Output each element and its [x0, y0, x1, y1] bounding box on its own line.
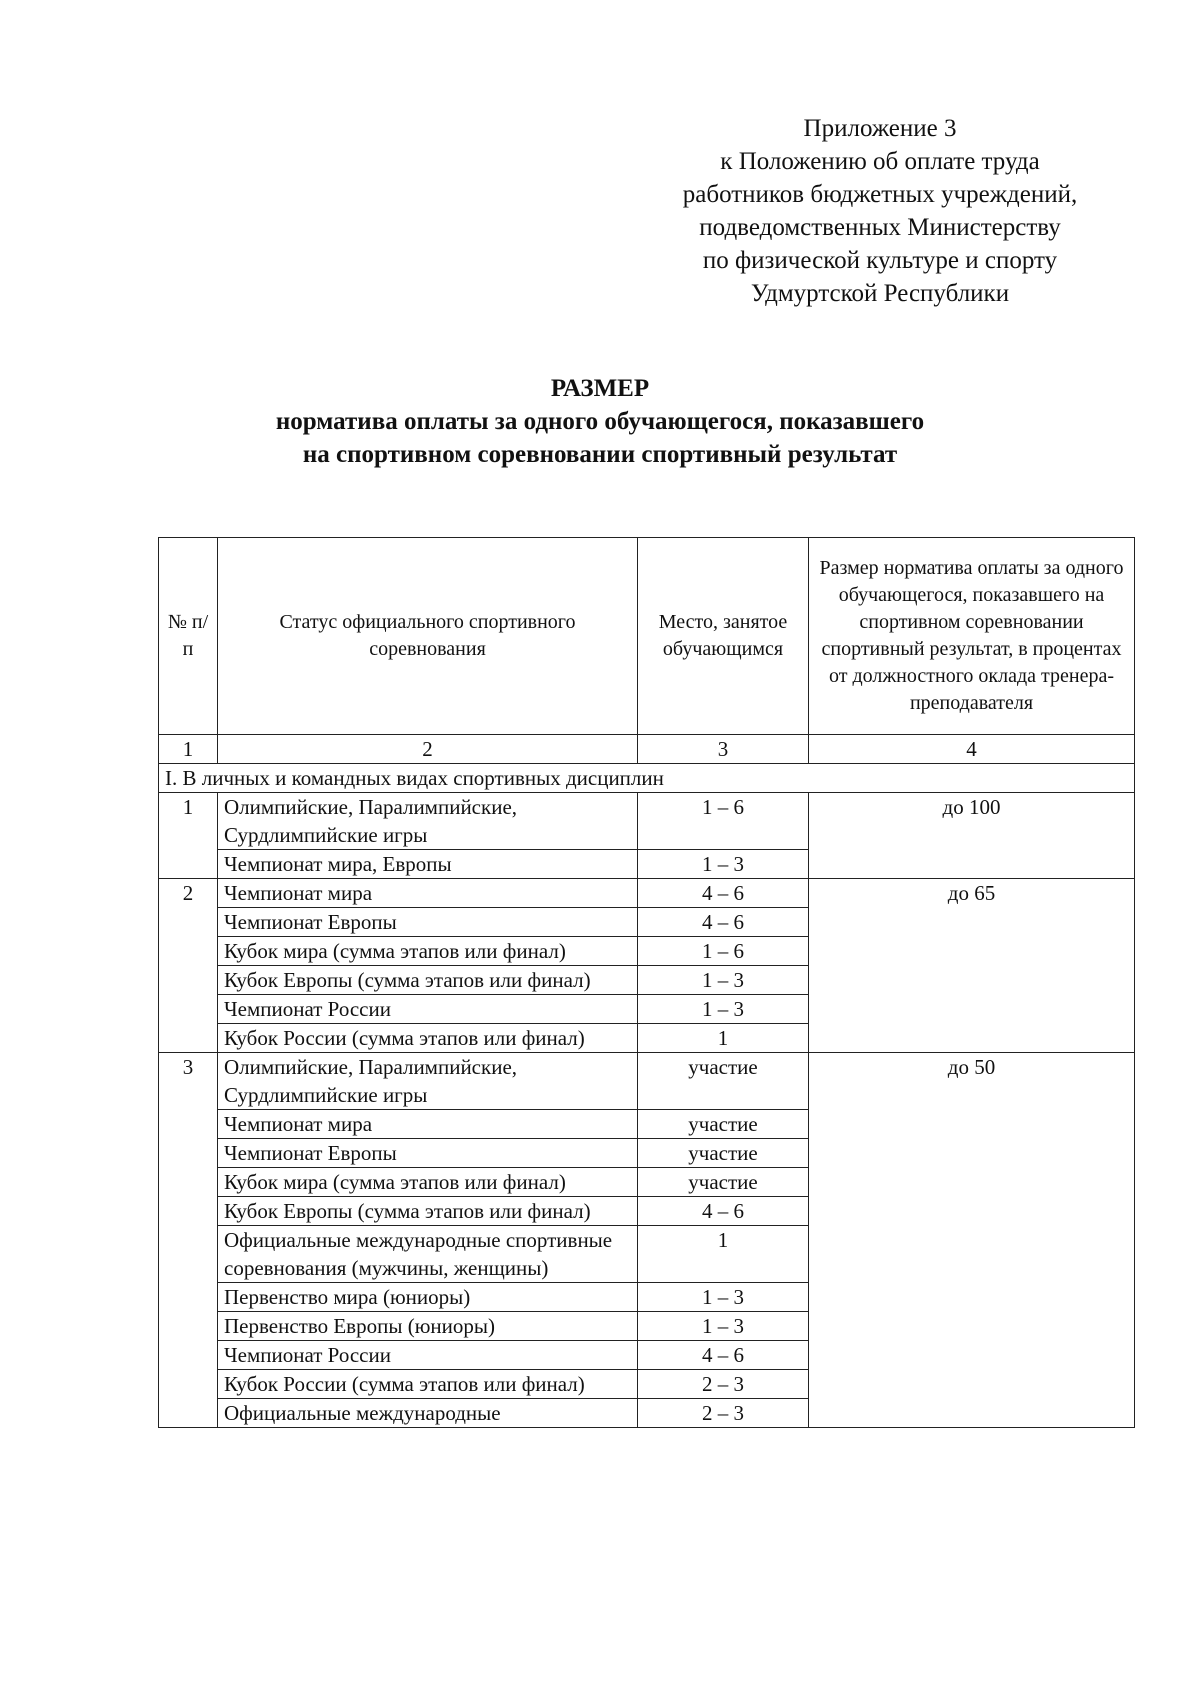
column-number: 2 — [218, 735, 638, 764]
competition-status: Чемпионат мира — [218, 1110, 638, 1139]
norm-table — [158, 537, 1135, 1428]
place-value: 1 — [638, 1226, 809, 1283]
appendix-line: Приложение 3 — [803, 115, 957, 142]
competition-status: Олимпийские, Паралимпийские, Сурдлимпийские игры — [218, 793, 638, 850]
competition-status: Кубок Европы (сумма этапов или финал) — [218, 966, 638, 995]
competition-status: Олимпийские, Паралимпийские, Сурдлимпийские игры — [218, 1053, 638, 1110]
place-value: 2 – 3 — [638, 1370, 809, 1399]
section-row — [159, 764, 1135, 793]
place-value: 1 – 3 — [638, 995, 809, 1024]
competition-status: Чемпионат Европы — [218, 908, 638, 937]
rate-value: до 65 — [809, 879, 1135, 1053]
place-value: участие — [638, 1053, 809, 1110]
place-value: участие — [638, 1110, 809, 1139]
competition-status: Кубок Европы (сумма этапов или финал) — [218, 1197, 638, 1226]
appendix-line: работников бюджетных учреждений, — [682, 181, 1078, 208]
place-value: 1 – 6 — [638, 793, 809, 850]
header-rate: Размер норматива оплаты за одного обучающегося, показавшего на спортивном соревновании спортивный результат, в процентах от должностного оклада тренера-преподавателя — [809, 538, 1135, 735]
column-number: 3 — [638, 735, 809, 764]
appendix-block — [600, 112, 1160, 310]
column-number: 4 — [809, 735, 1135, 764]
table-row — [159, 1053, 1135, 1110]
row-number: 3 — [159, 1053, 218, 1428]
competition-status: Кубок мира (сумма этапов или финал) — [218, 937, 638, 966]
competition-status: Кубок России (сумма этапов или финал) — [218, 1024, 638, 1053]
place-value: 4 – 6 — [638, 879, 809, 908]
title-line-1: РАЗМЕР — [550, 375, 650, 402]
competition-status: Официальные международные — [218, 1399, 638, 1428]
header-status: Статус официального спортивного соревнования — [218, 538, 638, 735]
title-line-2: норматива оплаты за одного обучающегося, показавшего — [275, 408, 925, 435]
competition-status: Кубок мира (сумма этапов или финал) — [218, 1168, 638, 1197]
rate-value: до 100 — [809, 793, 1135, 879]
competition-status: Чемпионат мира, Европы — [218, 850, 638, 879]
header-place: Место, занятое обучающимся — [638, 538, 809, 735]
place-value: 1 — [638, 1024, 809, 1053]
row-number: 1 — [159, 793, 218, 879]
title-line-3: на спортивном соревновании спортивный результат — [302, 441, 898, 468]
competition-status: Чемпионат Европы — [218, 1139, 638, 1168]
competition-status: Первенство Европы (юниоры) — [218, 1312, 638, 1341]
place-value: 4 – 6 — [638, 1341, 809, 1370]
appendix-line: подведомственных Министерству — [699, 214, 1061, 241]
competition-status: Кубок России (сумма этапов или финал) — [218, 1370, 638, 1399]
table-row — [159, 793, 1135, 850]
appendix-line: по физической культуре и спорту — [702, 247, 1058, 274]
place-value: 1 – 3 — [638, 850, 809, 879]
section-title: I. В личных и командных видах спортивных дисциплин — [159, 764, 1135, 793]
competition-status: Чемпионат мира — [218, 879, 638, 908]
place-value: 4 – 6 — [638, 1197, 809, 1226]
place-value: 1 – 3 — [638, 1312, 809, 1341]
place-value: 1 – 3 — [638, 966, 809, 995]
document-title — [150, 372, 1050, 471]
column-number-row — [159, 735, 1135, 764]
header-row — [159, 538, 1135, 735]
appendix-line: к Положению об оплате труда — [720, 148, 1040, 175]
place-value: 2 – 3 — [638, 1399, 809, 1428]
appendix-line: Удмуртской Республики — [750, 280, 1010, 307]
place-value: 1 – 6 — [638, 937, 809, 966]
header-number: № п/п — [159, 538, 218, 735]
column-number: 1 — [159, 735, 218, 764]
place-value: участие — [638, 1168, 809, 1197]
row-number: 2 — [159, 879, 218, 1053]
place-value: 1 – 3 — [638, 1283, 809, 1312]
place-value: 4 – 6 — [638, 908, 809, 937]
competition-status: Чемпионат России — [218, 1341, 638, 1370]
competition-status: Первенство мира (юниоры) — [218, 1283, 638, 1312]
rate-value: до 50 — [809, 1053, 1135, 1428]
table-row — [159, 879, 1135, 908]
competition-status: Чемпионат России — [218, 995, 638, 1024]
place-value: участие — [638, 1139, 809, 1168]
competition-status: Официальные международные спортивные соревнования (мужчины, женщины) — [218, 1226, 638, 1283]
